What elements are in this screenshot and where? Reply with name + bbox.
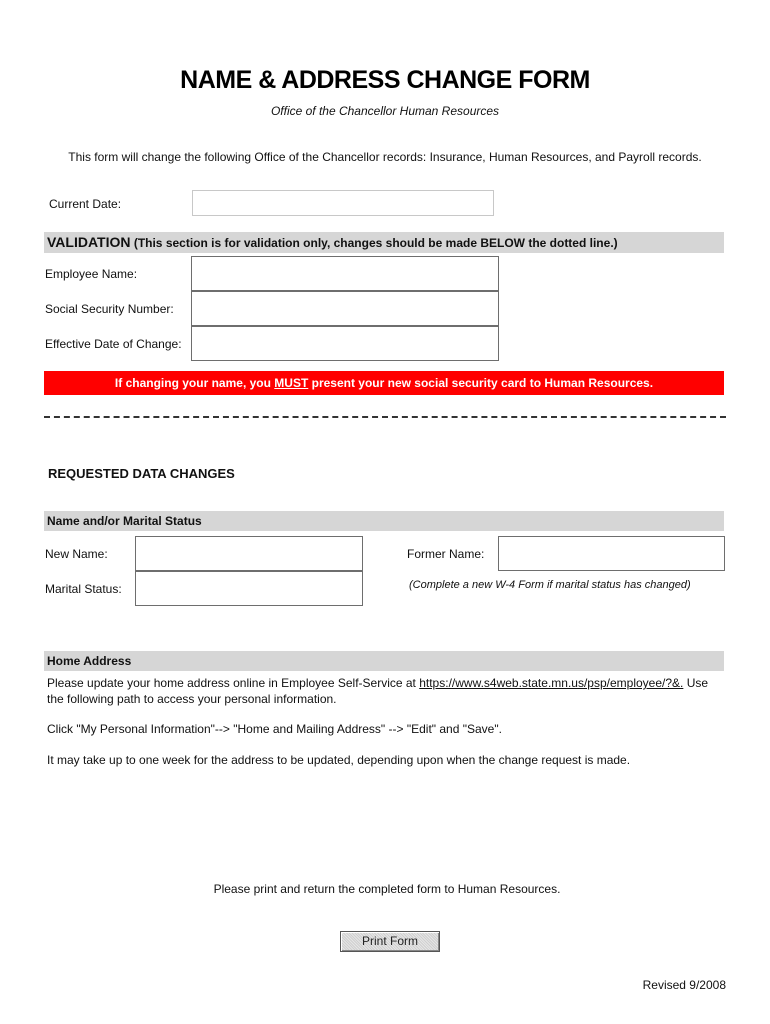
effective-date-label: Effective Date of Change: [45, 337, 182, 351]
revision-date: Revised 9/2008 [642, 978, 726, 992]
warning-text-before: If changing your name, you [114, 376, 275, 390]
requested-changes-title: REQUESTED DATA CHANGES [48, 466, 235, 481]
intro-text: This form will change the following Office of the Chancellor records: Insurance, Human Resources, and Payroll records. [68, 150, 702, 164]
current-date-label: Current Date: [49, 197, 122, 211]
validation-note: (This section is for validation only, changes should be made BELOW the dotted line.) [130, 236, 618, 250]
print-form-button[interactable]: Print Form [340, 931, 440, 952]
warning-text-after: present your new social security card to Human Resources. [308, 376, 654, 390]
ssn-input[interactable] [191, 291, 499, 326]
home-address-heading: Home Address [47, 654, 132, 668]
page-title: NAME & ADDRESS CHANGE FORM [180, 66, 590, 94]
self-service-text: Please update your home address online in Employee Self-Service at [47, 676, 420, 690]
ssn-card-warning [44, 371, 724, 395]
name-marital-section-bar [44, 511, 724, 531]
validation-section-bar [44, 232, 724, 253]
page-subtitle: Office of the Chancellor Human Resources [270, 104, 500, 118]
former-name-input[interactable] [498, 536, 725, 571]
home-address-paragraph-1 [47, 675, 727, 707]
marital-status-input[interactable] [135, 571, 363, 606]
return-instructions: Please print and return the completed form to Human Resources. [213, 882, 561, 896]
home-address-section-bar [44, 651, 724, 671]
employee-name-label: Employee Name: [45, 267, 138, 281]
new-name-input[interactable] [135, 536, 363, 571]
employee-name-input[interactable] [191, 256, 499, 291]
dotted-divider [44, 416, 726, 418]
name-marital-heading: Name and/or Marital Status [47, 514, 202, 528]
new-name-label: New Name: [45, 547, 108, 561]
effective-date-input[interactable] [191, 326, 499, 361]
w4-note: (Complete a new W-4 Form if marital status has changed) [409, 579, 691, 591]
self-service-text-after: Use the following path to access your personal information. [47, 676, 709, 706]
home-address-paragraph-2: Click "My Personal Information"--> "Home and Mailing Address" --> "Edit" and "Save". [47, 722, 502, 736]
validation-heading: VALIDATION [47, 234, 131, 250]
warning-must: MUST [274, 376, 309, 390]
ssn-label: Social Security Number: [45, 302, 174, 316]
marital-status-label: Marital Status: [45, 582, 122, 596]
current-date-input[interactable] [192, 190, 494, 216]
home-address-paragraph-3: It may take up to one week for the address to be updated, depending upon when the change request is made. [47, 753, 631, 767]
self-service-link[interactable]: https://www.s4web.state.mn.us/psp/employee/?&. [419, 676, 684, 690]
former-name-label: Former Name: [407, 547, 485, 561]
